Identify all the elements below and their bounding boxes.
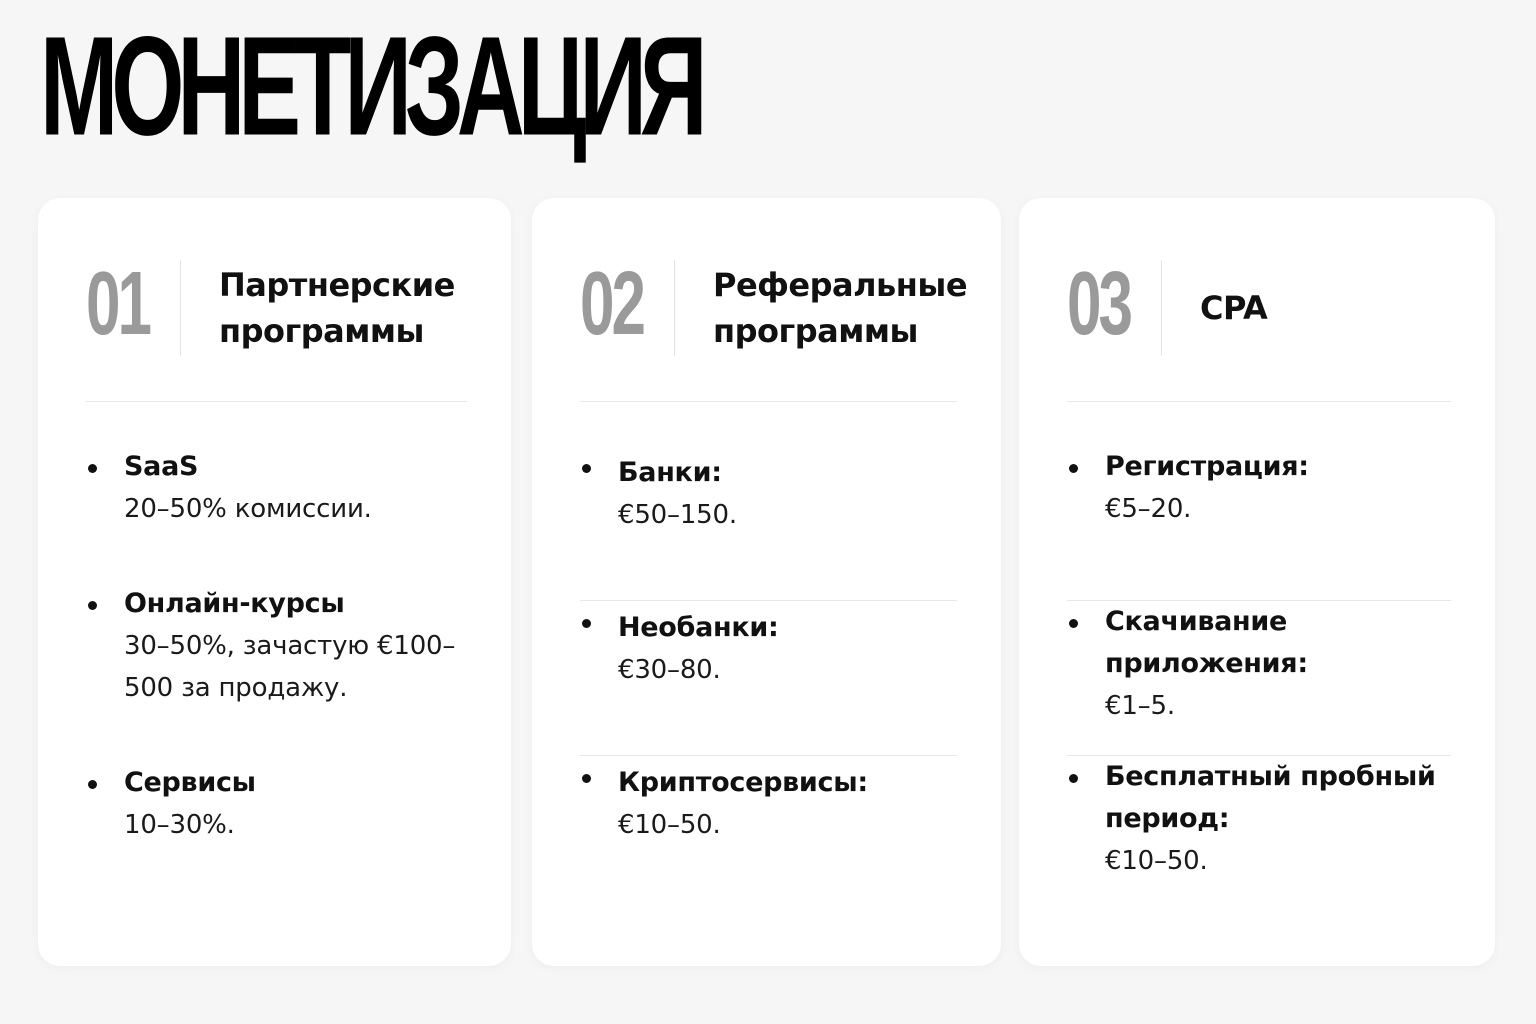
item-title: Криптосервисы: [618, 767, 868, 798]
item-title: Необанки: [618, 612, 779, 643]
header-divider [86, 401, 467, 402]
list-item [86, 762, 481, 846]
item-list [1067, 446, 1451, 911]
item-description: €50–150. [618, 500, 737, 530]
item-title: Онлайн-курсы [124, 588, 345, 619]
vertical-divider [1161, 260, 1162, 356]
item-title: Бесплатный пробный период: [1105, 761, 1436, 834]
bullet-icon [88, 464, 97, 473]
card-affiliate-programs [38, 198, 511, 966]
list-item [1067, 446, 1451, 601]
item-title: Сервисы [124, 767, 256, 798]
card-referral-programs [532, 198, 1001, 966]
item-description: 30–50%, зачастую €100–500 за продажу. [124, 631, 456, 703]
header-divider [580, 401, 957, 402]
card-number: 01 [86, 254, 149, 355]
item-description: €10–50. [618, 810, 721, 840]
item-description: €1–5. [1105, 691, 1175, 721]
bullet-icon [582, 619, 591, 628]
bullet-icon [1069, 619, 1078, 628]
card-title: CPA [1200, 289, 1268, 327]
item-title: Скачивание приложения: [1105, 606, 1308, 679]
item-list [86, 446, 481, 899]
card-title: Реферальные программы [713, 266, 968, 350]
item-description: €10–50. [1105, 846, 1208, 876]
card-header [580, 254, 968, 356]
bullet-icon [1069, 464, 1078, 473]
item-title: Регистрация: [1105, 451, 1309, 482]
bullet-icon [1069, 774, 1078, 783]
card-number: 02 [580, 254, 643, 355]
item-description: €5–20. [1105, 494, 1192, 524]
list-item [86, 446, 481, 530]
vertical-divider [674, 260, 675, 356]
header-divider [1067, 401, 1451, 402]
card-number: 03 [1067, 254, 1130, 355]
bullet-icon [88, 780, 97, 789]
vertical-divider [180, 260, 181, 356]
page-title: МОНЕТИЗАЦИЯ [40, 7, 701, 165]
card-cpa [1019, 198, 1495, 966]
card-header [86, 254, 467, 356]
list-item [580, 446, 957, 601]
bullet-icon [582, 464, 591, 473]
bullet-icon [88, 601, 97, 610]
card-header [1067, 254, 1451, 356]
item-title: SaaS [124, 451, 199, 482]
item-list [580, 446, 957, 911]
item-description: 10–30%. [124, 810, 235, 840]
card-title: Партнерские программы [219, 266, 455, 350]
list-item [86, 583, 481, 709]
item-description: €30–80. [618, 655, 721, 685]
item-description: 20–50% комиссии. [124, 494, 372, 524]
list-item [1067, 756, 1451, 911]
item-title: Банки: [618, 457, 722, 488]
bullet-icon [582, 774, 591, 783]
list-item [580, 601, 957, 756]
list-item [1067, 601, 1451, 756]
list-item [580, 756, 957, 911]
